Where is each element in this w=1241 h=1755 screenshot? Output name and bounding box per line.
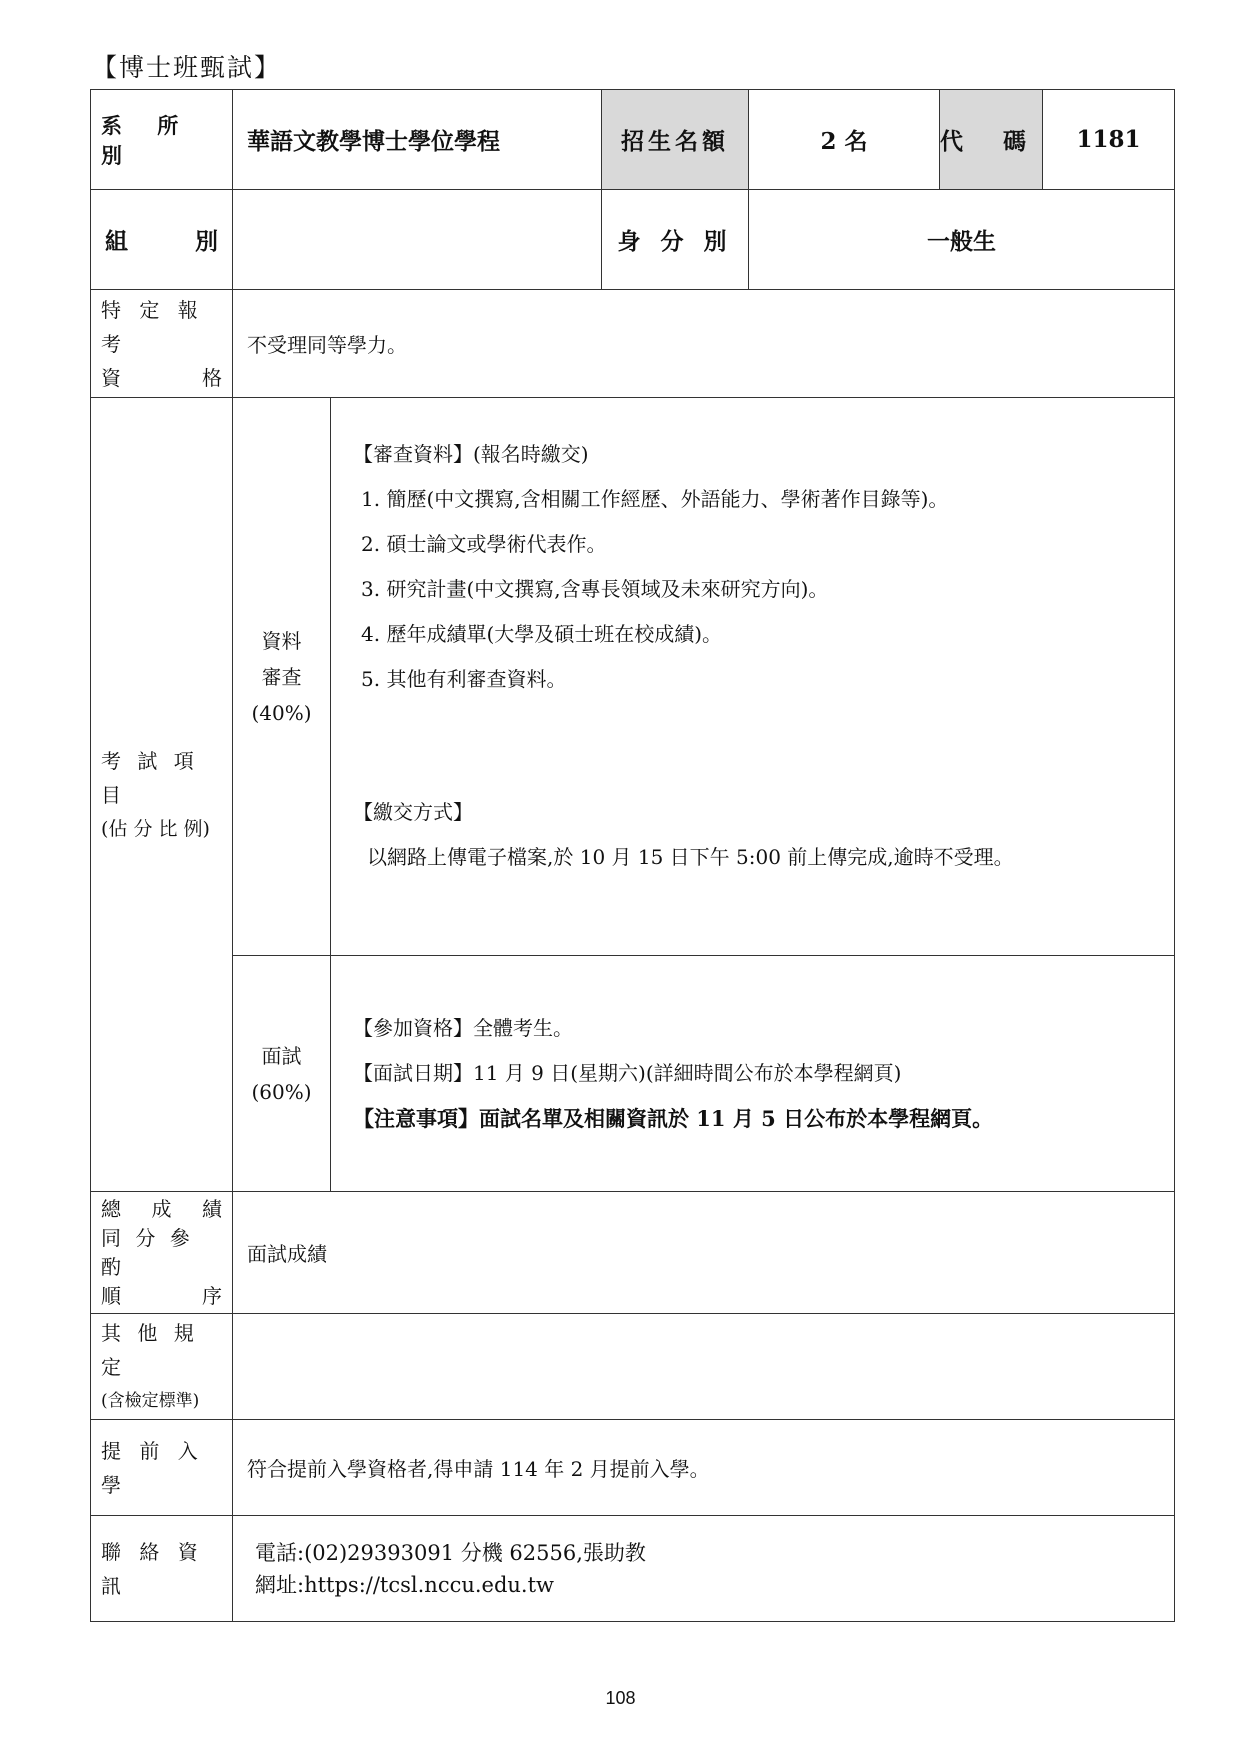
group-value	[233, 190, 602, 290]
review-item: 2. 碩士論文或學術代表作。	[361, 532, 607, 556]
review-label-line1: 資料	[261, 628, 302, 653]
tie-label-1b: 成	[151, 1196, 172, 1221]
review-item: 4. 歷年成績單(大學及碩士班在校成績)。	[361, 622, 723, 646]
exam-review-row	[91, 398, 1175, 956]
department-label: 系 所 別	[91, 90, 233, 190]
exam-items-label-line2: (佔 分 比 例)	[101, 817, 210, 840]
review-item: 1. 簡歷(中文撰寫,含相關工作經歷、外語能力、學術著作目錄等)。	[361, 487, 949, 511]
tie-label-1a: 總	[101, 1196, 121, 1221]
identity-label: 身 分 別	[602, 190, 749, 290]
tie-break-label	[91, 1192, 233, 1314]
contact-row	[91, 1516, 1175, 1622]
other-label-line2: (含檢定標準)	[101, 1390, 200, 1411]
interview-notice: 【注意事項】面試名單及相關資訊於 11 月 5 日公布於本學程網頁。	[353, 1106, 994, 1131]
group-label	[91, 190, 233, 290]
contact-value	[233, 1516, 1175, 1622]
tie-break-row	[91, 1192, 1175, 1314]
contact-phone: 電話:(02)29393091 分機 62556,張助教	[255, 1540, 646, 1565]
identity-value: 一般生	[749, 190, 1175, 290]
group-label-a: 組	[105, 228, 128, 255]
review-title: 【審查資料】(報名時繳交)	[353, 442, 589, 466]
document-heading: 【博士班甄試】	[92, 53, 282, 82]
other-rules-row	[91, 1314, 1175, 1420]
review-label-line3: (40%)	[251, 700, 312, 725]
tie-label-1c: 績	[202, 1196, 222, 1221]
qualification-label-line1: 特 定 報 考	[101, 297, 204, 356]
group-row	[91, 190, 1175, 290]
interview-content	[331, 956, 1175, 1192]
quota-label: 招生名額	[602, 90, 749, 190]
interview-date: 【面試日期】11 月 9 日(星期六)(詳細時間公布於本學程網頁)	[353, 1061, 902, 1085]
contact-website[interactable]: 網址:https://tcsl.nccu.edu.tw	[255, 1572, 555, 1597]
submit-method-title: 【繳交方式】	[353, 800, 473, 824]
other-rules-label	[91, 1314, 233, 1420]
department-value: 華語文教學博士學位學程	[233, 90, 602, 190]
group-label-b: 別	[195, 228, 218, 255]
qualification-label-b: 格	[202, 365, 222, 390]
submit-method-text: 以網路上傳電子檔案,於 10 月 15 日下午 5:00 前上傳完成,逾時不受理。	[367, 845, 1014, 869]
early-admission-label: 提 前 入 學	[91, 1420, 233, 1516]
admission-table	[90, 89, 1175, 1622]
interview-label-line2: (60%)	[251, 1079, 312, 1104]
interview-eligibility: 【參加資格】全體考生。	[353, 1016, 573, 1040]
interview-weight-label	[233, 956, 331, 1192]
other-rules-value	[233, 1314, 1175, 1420]
page-number: 108	[605, 1688, 636, 1708]
qualification-row	[91, 290, 1175, 398]
review-weight-label	[233, 398, 331, 956]
other-label-line1: 其 他 規 定	[101, 1320, 199, 1379]
early-admission-row	[91, 1420, 1175, 1516]
code-label: 代 碼	[940, 90, 1043, 190]
contact-label: 聯 絡 資 訊	[91, 1516, 233, 1622]
exam-items-label	[91, 398, 233, 1192]
review-content	[331, 398, 1175, 956]
quota-value: 2 名	[749, 90, 940, 190]
qualification-value: 不受理同等學力。	[233, 290, 1175, 398]
qualification-label	[91, 290, 233, 398]
early-admission-value: 符合提前入學資格者,得申請 114 年 2 月提前入學。	[233, 1420, 1175, 1516]
qualification-label-a: 資	[101, 365, 121, 390]
tie-label-3a: 順	[101, 1283, 121, 1308]
review-item: 5. 其他有利審查資料。	[361, 667, 567, 691]
tie-label-3b: 序	[202, 1283, 222, 1308]
tie-break-value: 面試成績	[233, 1192, 1175, 1314]
review-label-line2: 審查	[261, 664, 302, 689]
review-item: 3. 研究計畫(中文撰寫,含專長領域及未來研究方向)。	[361, 577, 829, 601]
exam-items-label-line1: 考 試 項 目	[101, 748, 199, 807]
tie-label-line2: 同 分 參 酌	[101, 1225, 194, 1279]
exam-interview-row	[91, 956, 1175, 1192]
department-row	[91, 90, 1175, 190]
code-value: 1181	[1043, 90, 1175, 190]
interview-label-line1: 面試	[261, 1043, 302, 1068]
